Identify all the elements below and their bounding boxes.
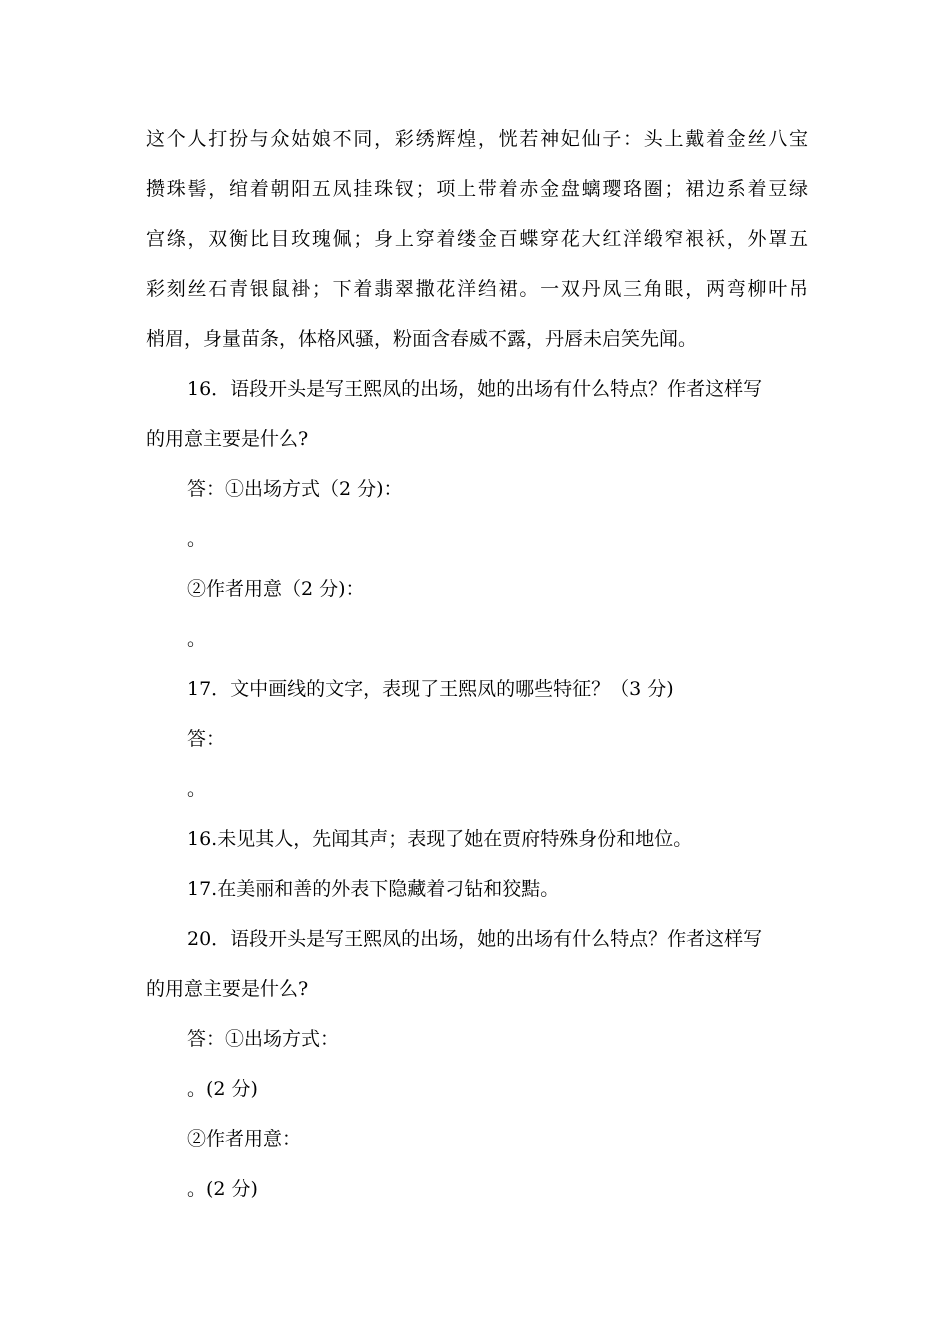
question-16-blank-2: 。 bbox=[187, 628, 207, 650]
question-16-answer-label-2: ②作者用意（2 分)： bbox=[187, 578, 365, 600]
question-20-text-line2: 的用意主要是什么? bbox=[146, 978, 309, 1000]
answer-key bbox=[146, 814, 808, 914]
document-body bbox=[146, 114, 808, 1214]
question-20-answer-label-2: ②作者用意： bbox=[187, 1128, 302, 1150]
question-16-text-line1: 16．语段开头是写王熙凤的出场，她的出场有什么特点？作者这样写 bbox=[187, 378, 763, 400]
question-20-answer-label-1: 答：①出场方式： bbox=[187, 1028, 340, 1050]
question-20-text-line1: 20．语段开头是写王熙凤的出场，她的出场有什么特点？作者这样写 bbox=[187, 928, 763, 950]
question-16-answer-label-1: 答：①出场方式（2 分)： bbox=[187, 478, 403, 500]
passage-line: 梢眉，身量苗条，体格风骚，粉面含春威不露，丹唇未启笑先闻。 bbox=[146, 328, 698, 350]
passage-excerpt bbox=[146, 114, 808, 364]
answer-17: 17.在美丽和善的外表下隐藏着刁钻和狡黠。 bbox=[187, 878, 560, 900]
question-20 bbox=[146, 914, 808, 1214]
question-17-answer-label: 答： bbox=[187, 728, 226, 750]
question-20-blank-1: 。(2 分) bbox=[187, 1078, 258, 1100]
question-16-text-line2: 的用意主要是什么? bbox=[146, 428, 309, 450]
question-17-text: 17．文中画线的文字，表现了王熙凤的哪些特征？（3 分) bbox=[187, 678, 674, 700]
passage-line: 攒珠髻，绾着朝阳五凤挂珠钗；项上带着赤金盘螭璎珞圈；裙边系着豆绿 bbox=[146, 178, 808, 200]
question-17 bbox=[146, 664, 808, 814]
passage-line: 这个人打扮与众姑娘不同，彩绣辉煌，恍若神妃仙子：头上戴着金丝八宝 bbox=[146, 128, 808, 150]
question-17-blank: 。 bbox=[187, 778, 207, 800]
answer-16: 16.未见其人，先闻其声；表现了她在贾府特殊身份和地位。 bbox=[187, 828, 693, 850]
question-16-blank-1: 。 bbox=[187, 528, 207, 550]
passage-line: 宫绦，双衡比目玫瑰佩；身上穿着缕金百蝶穿花大红洋缎窄裉袄，外罩五 bbox=[146, 228, 808, 250]
question-16 bbox=[146, 364, 808, 664]
question-20-blank-2: 。(2 分) bbox=[187, 1178, 258, 1200]
passage-line: 彩刻丝石青银鼠褂；下着翡翠撒花洋绉裙。一双丹凤三角眼，两弯柳叶吊 bbox=[146, 278, 808, 300]
